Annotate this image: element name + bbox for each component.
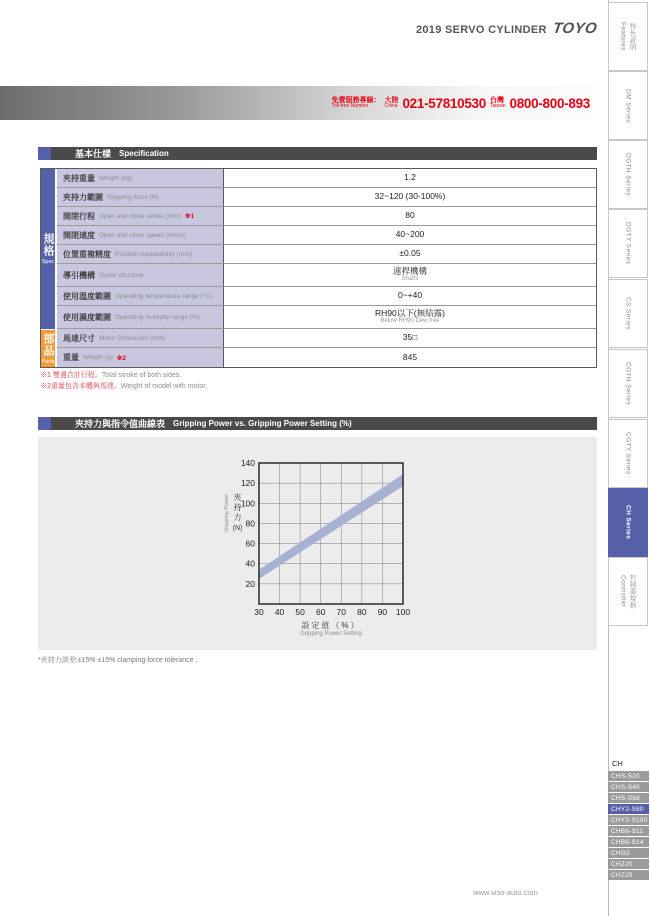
nav-item-chg2[interactable]: CHG2 [608, 848, 649, 858]
nav-item-chy2-s80[interactable]: CHY2-S80 [608, 804, 649, 814]
sidebar-tab-ch-series[interactable]: CH Series [608, 488, 648, 557]
hotline-label: 免費服務專線： Toll-free Number [331, 96, 381, 110]
svg-text:80: 80 [245, 518, 255, 529]
footnote-1: ※1 雙邊合計行程。Total stroke of both sides. [40, 372, 182, 379]
sidebar-tab-dgty-series[interactable]: DGTY Series [608, 209, 648, 278]
nav-item-chb6-s14[interactable]: CHB6-S14 [608, 837, 649, 847]
group-label-parts: 部品 Parts [41, 329, 56, 367]
svg-text:50: 50 [295, 607, 305, 617]
toyo-logo: TOYO [551, 20, 599, 37]
chart-footnote: *夾持力誤差:±15% ±15% clamping force tolerance . [38, 657, 198, 664]
svg-text:20: 20 [245, 578, 255, 589]
footnote-2: ※2重量包含本體與馬達。Weight of model with motor. [40, 382, 208, 390]
nav-item-chs-s40[interactable]: CHS-S40 [608, 782, 649, 792]
table-footnotes [40, 371, 207, 392]
table-row: 開閉速度 Open and close speed (mm/s) 40~200 [57, 226, 596, 245]
phone-china: 021-57810530 [402, 95, 486, 111]
table-row: 馬達尺寸 Motor Dimension (mm) 35□ [57, 329, 596, 348]
table-row: 使用濕度範圍 Operating humidity range (%) RH90以下(無結露) Below RH90 Dew free [57, 306, 596, 329]
table-row: 使用溫度範圍 Operating temperature range (°C) 0~+40 [57, 287, 596, 306]
svg-text:90: 90 [377, 607, 388, 617]
y-axis-label: Gripping Power 夾持力 (N) [224, 493, 243, 532]
section-accent-square [38, 147, 51, 160]
catalog-title: 2019 SERVO CYLINDER [415, 24, 547, 36]
svg-text:100: 100 [395, 607, 411, 617]
sidebar-tab-features[interactable]: Features 特色說明 [608, 2, 648, 71]
spec-rows [57, 169, 596, 367]
section-title-bar: 基本仕樣 Specification [51, 147, 597, 160]
nav-item-chy2-s150[interactable]: CHY2-S150 [608, 815, 649, 825]
sidebar-tab-dgth-series[interactable]: DGTH Series [608, 140, 648, 209]
nav-item-chz20[interactable]: CHZ20 [608, 859, 649, 869]
svg-text:100: 100 [240, 498, 255, 509]
hotline-region-taiwan: 台灣 Taiwan [489, 96, 506, 110]
phone-taiwan: 0800-800-893 [509, 95, 590, 111]
svg-text:60: 60 [245, 538, 255, 549]
hotline-bar [0, 86, 600, 120]
svg-text:80: 80 [357, 607, 367, 617]
svg-text:70: 70 [336, 607, 347, 617]
table-row: 夾持力範圍 Gripping force (N) 32~120 (30-100%) [57, 188, 596, 207]
svg-text:40: 40 [245, 558, 255, 569]
nav-item-chb6-s11[interactable]: CHB6-S11 [608, 826, 649, 836]
section-accent-square [38, 417, 51, 430]
svg-text:60: 60 [315, 607, 326, 617]
hotline [331, 96, 590, 111]
table-row: 位置重複精度 Position repeatability (mm) ±0.05 [57, 245, 596, 264]
model-nav-header: CH [612, 759, 623, 768]
table-row: 導引機構 Guide structure 連桿機構 Shafts [57, 264, 596, 287]
section-title-bar: 夾持力與指令值曲線表 Gripping Power vs. Gripping Power Setting (%) [51, 417, 597, 430]
model-nav-menu [608, 757, 649, 881]
chart-plot [38, 437, 597, 650]
table-row: 夾持重量 Weight (kg) 1.2 [57, 169, 596, 188]
x-axis-label: 設定值（%） Gripping Power Setting [300, 621, 362, 638]
section-header-specification [38, 147, 597, 160]
gripping-power-chart [38, 437, 597, 650]
nav-item-chs-s68[interactable]: CHS-S68 [608, 793, 649, 803]
group-label-spec: 規格 Spec [41, 169, 56, 329]
table-row: 重量 Weight (g) ※2 845 [57, 348, 596, 367]
svg-text:40: 40 [274, 607, 285, 617]
header-brand [416, 20, 597, 37]
hotline-region-china: 大陸 China [384, 96, 399, 110]
sidebar-tab-cgty-series[interactable]: CGTY Series [608, 419, 648, 488]
sidebar-tab-cgth-series[interactable]: CGTH Series [608, 349, 648, 418]
nav-item-chz25[interactable]: CHZ25 [608, 870, 649, 880]
sidebar-tab-controller[interactable]: Controller 控制器規格 [608, 557, 648, 626]
svg-text:140: 140 [240, 458, 255, 468]
spec-table [40, 168, 597, 368]
sidebar-tab-dm-series[interactable]: DM Series [608, 71, 648, 140]
svg-text:120: 120 [240, 478, 255, 489]
svg-text:30: 30 [254, 607, 264, 617]
sidebar-tab-cs-series[interactable]: CS Series [608, 279, 648, 348]
nav-item-chs-s20[interactable]: CHS-S20 [608, 771, 649, 781]
table-row: 開閉行程 Open and close stroke (mm) ※1 80 [57, 207, 596, 226]
section-header-chart [38, 417, 597, 430]
website-url: www.viso-auto.com [473, 888, 538, 897]
